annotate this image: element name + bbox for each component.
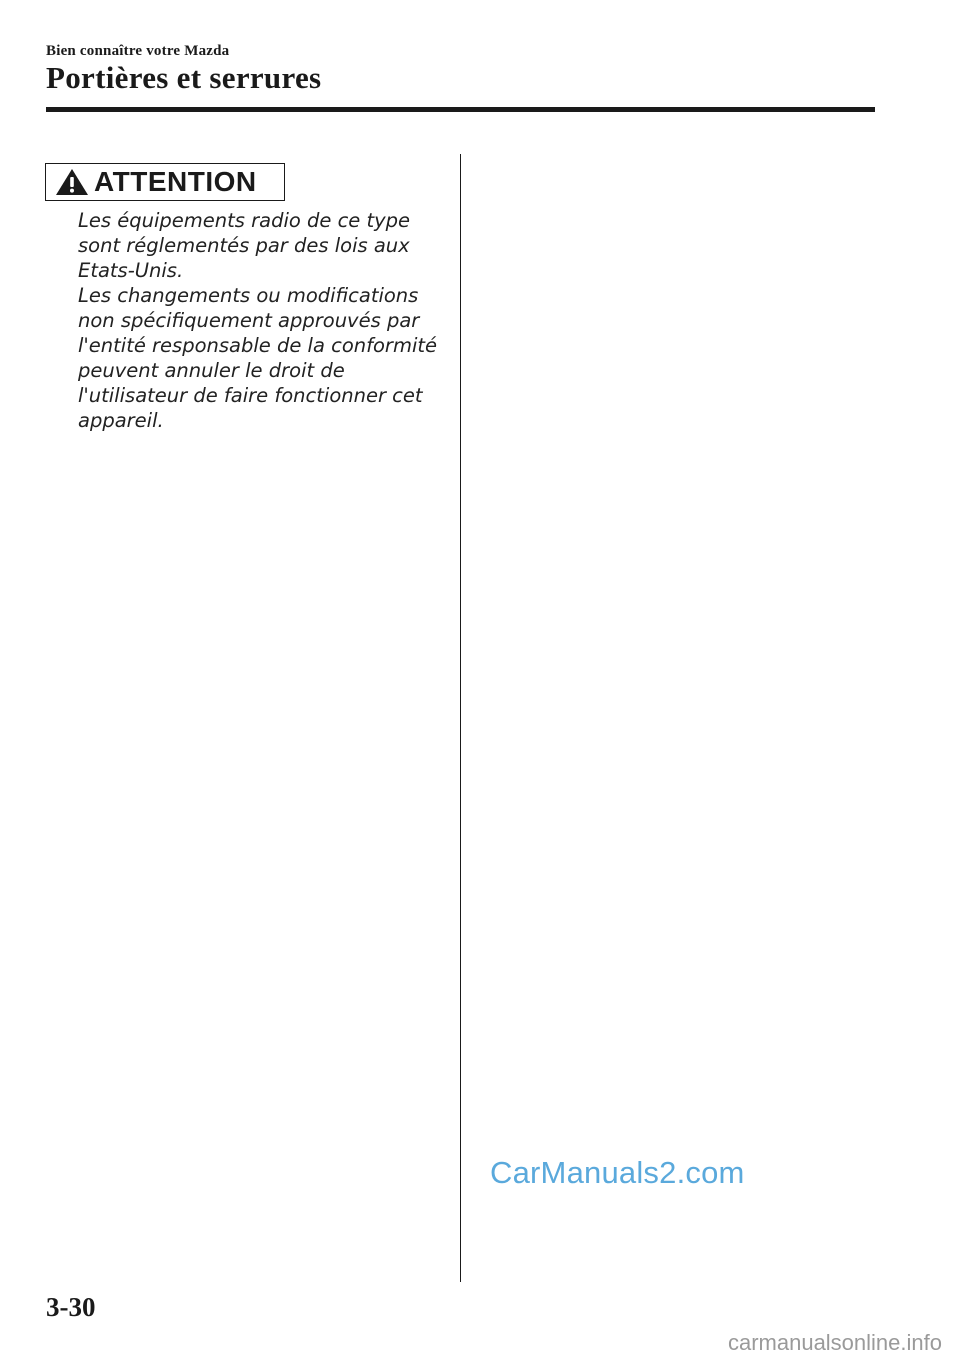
- section-label: Bien connaître votre Mazda: [46, 43, 230, 59]
- warning-paragraph-2: Les changements ou modifications non spécifiquement approuvés par l'entité responsable de la conformité peuvent annuler le droit de l'utilisateur de faire fonctionner cet appareil.: [78, 284, 437, 432]
- attention-label: ATTENTION: [94, 166, 257, 197]
- warning-text: [78, 208, 448, 433]
- column-divider: [460, 154, 461, 1282]
- page-title: Portières et serrures: [46, 60, 322, 95]
- warning-triangle-icon: [55, 168, 89, 196]
- footer-site-link[interactable]: carmanualsonline.info: [727, 1330, 942, 1355]
- title-rule: [46, 107, 875, 112]
- watermark: CarManuals2.com: [490, 1155, 745, 1190]
- page-number: 3-30: [46, 1292, 96, 1322]
- warning-paragraph-1: Les équipements radio de ce type sont réglementés par des lois aux Etats-Unis.: [78, 209, 411, 282]
- attention-box: [45, 163, 285, 201]
